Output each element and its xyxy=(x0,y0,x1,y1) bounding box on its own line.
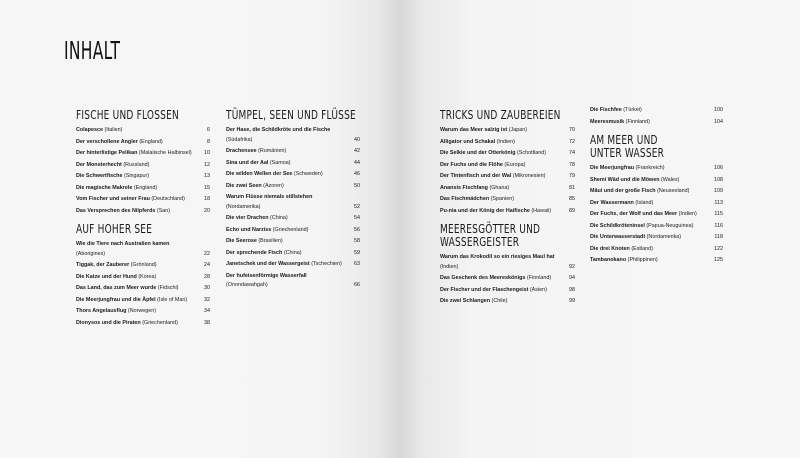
story-title: Sina und der Aal xyxy=(226,159,269,166)
toc-entry xyxy=(440,161,575,171)
story-origin: (China) xyxy=(283,249,302,256)
story-title: Das Geschenk des Meereskönigs xyxy=(440,275,526,281)
entry-text xyxy=(440,274,555,284)
toc-entry xyxy=(590,210,723,220)
toc-entry xyxy=(76,138,210,148)
toc-entry xyxy=(226,182,360,192)
toc-entry xyxy=(590,187,723,197)
story-origin: (China) xyxy=(270,215,288,221)
toc-section xyxy=(590,133,723,266)
page-number: 115 xyxy=(714,211,723,217)
story-origin: (Rumänien) xyxy=(258,148,287,154)
toc-entry xyxy=(440,195,575,205)
story-title: Die Seerose xyxy=(226,238,257,244)
story-title: Shemi Wäd und die Möwen xyxy=(590,176,660,183)
page-number: 38 xyxy=(204,319,210,326)
story-title: Tambanokano xyxy=(590,257,627,263)
entry-text xyxy=(590,106,646,116)
toc-entry xyxy=(226,260,360,270)
page-number: 70 xyxy=(569,127,575,133)
story-title: Warum das Meer salzig ist xyxy=(440,127,508,133)
page-number: 59 xyxy=(354,249,360,256)
story-origin: (Italien) xyxy=(104,127,123,133)
story-title: Die zwei Schlangen xyxy=(440,298,491,304)
page-number: 30 xyxy=(204,285,210,291)
entry-text xyxy=(76,261,161,271)
toc-entry xyxy=(76,296,210,306)
page-number: 18 xyxy=(204,196,210,202)
story-origin: (Deutschland) xyxy=(151,196,185,202)
story-title: Die Fischfee xyxy=(590,107,622,113)
story-title: Die Unterwasserstadt xyxy=(590,234,646,240)
entry-text xyxy=(76,307,160,317)
toc-section xyxy=(440,222,575,307)
story-title: Die Schildkröteninsel xyxy=(590,222,645,229)
page-number: 20 xyxy=(204,207,210,214)
page-number: 99 xyxy=(569,298,575,304)
story-title: Das Land, das zum Meer wurde xyxy=(76,285,157,291)
section-heading: TRICKS UND ZAUBEREIEN xyxy=(440,107,561,122)
toc-entry xyxy=(590,164,723,174)
entry-text xyxy=(226,159,295,169)
page-number: 50 xyxy=(354,182,360,189)
page-number: 109 xyxy=(714,188,723,194)
story-origin: (Isle of Man) xyxy=(157,296,188,303)
story-title: Meeresmusik xyxy=(590,118,625,125)
story-origin: (England) xyxy=(133,184,158,191)
toc-section xyxy=(440,108,575,216)
page-number: 13 xyxy=(204,173,210,179)
page-number: 122 xyxy=(714,245,723,252)
page-number: 46 xyxy=(354,171,360,177)
section-heading-line: AM MEER UND xyxy=(590,132,658,147)
story-origin: (Finnland) xyxy=(625,118,650,125)
story-title: Die wilden Wellen der See xyxy=(226,171,293,177)
story-origin: (Brasilien) xyxy=(258,238,283,244)
story-title: Alligator und Schakal xyxy=(440,138,496,145)
toc-entry xyxy=(226,237,360,247)
story-title: Der Tintenfisch und der Wal xyxy=(440,173,512,179)
toc-entry xyxy=(76,195,210,205)
entry-text xyxy=(590,245,657,255)
page-number: 78 xyxy=(569,161,575,168)
story-title: Dionysos und die Piraten xyxy=(76,319,141,326)
story-origin: (Nordamerika) xyxy=(646,234,682,240)
story-title: Die Schwertfische xyxy=(76,173,123,179)
story-title: Der Fuchs und die Flöhe xyxy=(440,161,503,168)
story-origin: (Philippinen) xyxy=(627,257,658,263)
story-origin: (Azoren) xyxy=(263,182,284,189)
story-title: Colapesce xyxy=(76,127,103,133)
toc-entry xyxy=(590,233,723,243)
story-origin: (Asien) xyxy=(529,286,547,293)
story-title: Die Meerjungfrau und die Äpfel xyxy=(76,296,156,303)
entry-text xyxy=(226,237,287,247)
story-origin: (Griechenland) xyxy=(142,319,178,326)
entry-text xyxy=(76,126,126,136)
section-heading: FISCHE UND FLOSSEN xyxy=(76,107,179,122)
story-origin: (Malaiische Halbinsel) xyxy=(138,150,192,156)
page-number: 22 xyxy=(204,250,210,257)
entry-text xyxy=(76,273,160,283)
story-origin: (Indien) xyxy=(440,263,459,270)
page-number: 100 xyxy=(714,107,723,113)
entry-text xyxy=(76,161,153,171)
story-origin: (Papua-Neuguinea) xyxy=(646,222,694,229)
toc-entry xyxy=(76,261,210,271)
entry-text xyxy=(76,172,153,182)
entry-text xyxy=(226,226,312,236)
page-number: 63 xyxy=(354,261,360,267)
story-origin: (Chile) xyxy=(491,298,508,304)
page-number: 12 xyxy=(204,161,210,168)
section-heading-line: MEERESGÖTTER UND xyxy=(440,221,541,236)
story-origin: (Griechenland) xyxy=(272,226,309,233)
page-number: 113 xyxy=(714,199,723,206)
toc-entry xyxy=(440,253,575,272)
toc-entry xyxy=(226,193,360,212)
story-origin: (Ghana) xyxy=(489,184,510,191)
entry-text xyxy=(76,319,182,329)
toc-entry xyxy=(226,214,360,224)
page-number: 79 xyxy=(569,173,575,179)
entry-text xyxy=(440,253,565,272)
page-number: 34 xyxy=(204,308,210,314)
toc-entry xyxy=(440,297,575,307)
entry-text xyxy=(440,207,555,217)
entry-text xyxy=(76,240,200,259)
toc-entry xyxy=(76,161,210,171)
toc-column-3 xyxy=(440,108,575,309)
story-title: Die drei Knoten xyxy=(590,245,630,252)
page-number: 42 xyxy=(354,148,360,154)
page-number: 52 xyxy=(354,203,360,210)
toc-entry xyxy=(440,207,575,217)
story-origin: (Fidschi) xyxy=(157,285,179,291)
entry-text xyxy=(226,272,350,291)
story-origin: (Norwegen) xyxy=(127,308,157,314)
toc-entry xyxy=(440,274,575,284)
toc-entry xyxy=(76,240,210,259)
entry-text xyxy=(76,184,161,194)
story-title: Der sprechende Fisch xyxy=(226,249,283,256)
story-origin: (Aborigines) xyxy=(76,250,106,257)
page-number: 32 xyxy=(204,296,210,303)
story-origin: (Wales) xyxy=(660,176,680,183)
toc-column-1 xyxy=(76,108,210,330)
story-origin: (Frankreich) xyxy=(635,165,665,171)
story-origin: (Indien) xyxy=(496,138,515,145)
section-heading xyxy=(440,221,541,249)
entry-text xyxy=(440,184,513,194)
story-origin: (Estland) xyxy=(631,245,653,252)
story-origin: (Schweden) xyxy=(293,171,323,177)
entry-text xyxy=(226,214,292,224)
story-origin: (Japan) xyxy=(508,127,527,133)
story-title: Anansis Fischfang xyxy=(440,184,488,191)
toc-entry xyxy=(226,226,360,236)
toc-entry xyxy=(590,245,723,255)
page-number: 94 xyxy=(569,275,575,281)
story-title: Pu-nia und der König der Haifische xyxy=(440,207,530,214)
section-heading-line: UNTER WASSER xyxy=(590,145,665,160)
story-origin: (Indien) xyxy=(678,211,697,217)
toc-entry xyxy=(76,207,210,217)
entry-text xyxy=(590,256,662,266)
entry-text xyxy=(226,147,290,157)
entry-text xyxy=(76,296,191,306)
toc-entry xyxy=(76,172,210,182)
story-origin: (San) xyxy=(156,207,171,214)
story-title: Der Wassermann xyxy=(590,199,634,206)
section-heading xyxy=(590,133,686,159)
page-number: 24 xyxy=(204,262,210,268)
story-title: Die Katze und der Hund xyxy=(76,273,137,280)
toc-entry xyxy=(440,172,575,182)
story-title: Das Fischmädchen xyxy=(440,196,490,202)
page-number: 89 xyxy=(569,207,575,214)
page-number: 92 xyxy=(569,263,575,270)
toc-entry xyxy=(226,249,360,259)
entry-text xyxy=(76,138,167,148)
entry-text xyxy=(440,149,550,159)
page-number: 15 xyxy=(204,184,210,191)
page-number: 98 xyxy=(569,286,575,293)
toc-entry xyxy=(226,272,360,291)
page-number: 118 xyxy=(714,234,723,240)
entry-text xyxy=(226,260,346,270)
entry-text xyxy=(226,193,350,212)
story-title: Thors Angelausflug xyxy=(76,308,127,314)
toc-section xyxy=(76,108,210,216)
story-title: Der Hase, die Schildkröte und die Fische xyxy=(226,127,331,133)
entry-text xyxy=(590,199,657,209)
toc-entry xyxy=(590,199,723,209)
entry-text xyxy=(590,164,669,174)
entry-text xyxy=(590,176,683,186)
entry-text xyxy=(440,286,551,296)
story-origin: (Korea) xyxy=(138,273,157,280)
entry-text xyxy=(226,126,350,145)
page-number: 6 xyxy=(207,127,210,133)
story-title: Māui und der große Fisch xyxy=(590,188,656,194)
entry-text xyxy=(226,182,288,192)
toc-entry xyxy=(226,126,360,145)
page-number: 54 xyxy=(354,215,360,221)
story-origin: (Grönland) xyxy=(130,262,157,268)
entry-text xyxy=(76,207,174,217)
page-number: 66 xyxy=(354,282,360,288)
story-title: Die Meerjungfrau xyxy=(590,165,635,171)
story-title: Janetschek und der Wassergeist xyxy=(226,261,310,267)
story-title: Der verschollene Angler xyxy=(76,138,138,145)
story-title: Das Versprechen des Nilpferds xyxy=(76,207,156,214)
page-number: 74 xyxy=(569,150,575,156)
page-number: 85 xyxy=(569,196,575,202)
story-title: Vom Fischer und seiner Frau xyxy=(76,196,150,202)
toc-entry xyxy=(226,170,360,180)
story-origin: (Island) xyxy=(635,199,654,206)
page-number: 56 xyxy=(354,226,360,233)
toc-entry xyxy=(76,273,210,283)
story-title: Warum Flüsse niemals stillstehen xyxy=(226,194,313,200)
story-title: Echo und Narziss xyxy=(226,226,272,233)
entry-text xyxy=(590,233,685,243)
entry-text xyxy=(440,161,529,171)
story-origin: (Onondawahgah) xyxy=(226,282,268,288)
entry-text xyxy=(440,138,519,148)
story-title: Die Selkie und der Otterkönig xyxy=(440,150,516,156)
toc-entry xyxy=(76,284,210,294)
page-number: 125 xyxy=(714,257,723,263)
story-origin: (Neuseeland) xyxy=(657,188,690,194)
toc-entry xyxy=(226,147,360,157)
entry-text xyxy=(76,195,189,205)
story-origin: (Samoa) xyxy=(269,159,291,166)
page-number: 108 xyxy=(714,176,723,183)
entry-text xyxy=(226,170,327,180)
page-number: 58 xyxy=(354,238,360,244)
page-number: 104 xyxy=(714,118,723,125)
story-origin: (Türkei) xyxy=(623,107,642,113)
toc-entry xyxy=(440,286,575,296)
entry-text xyxy=(440,172,549,182)
story-origin: (Europa) xyxy=(504,161,526,168)
page-number: 44 xyxy=(354,159,360,166)
toc-entry xyxy=(590,118,723,128)
page-number: 28 xyxy=(204,273,210,280)
toc-section xyxy=(590,106,723,127)
page-title: INHALT xyxy=(64,36,121,65)
toc-entry xyxy=(76,149,210,159)
page-number: 40 xyxy=(354,136,360,143)
entry-text xyxy=(590,210,701,220)
toc-entry xyxy=(76,184,210,194)
toc-entry xyxy=(226,159,360,169)
entry-text xyxy=(226,249,306,259)
story-title: Die vier Drachen xyxy=(226,215,269,221)
page-number: 72 xyxy=(569,138,575,145)
toc-entry xyxy=(440,184,575,194)
story-title: Der Fischer und der Flaschengeist xyxy=(440,286,529,293)
toc-section xyxy=(76,222,210,328)
story-title: Warum das Krokodil so ein riesiges Maul hat xyxy=(440,254,555,260)
toc-column-4 xyxy=(590,106,723,268)
entry-text xyxy=(76,149,196,159)
page-number: 116 xyxy=(714,222,723,229)
story-title: Die magische Makrele xyxy=(76,184,133,191)
entry-text xyxy=(440,126,531,136)
story-origin: (Russland) xyxy=(123,161,150,168)
toc-entry xyxy=(590,222,723,232)
page-number: 81 xyxy=(569,184,575,191)
story-origin: (Singapur) xyxy=(123,173,150,179)
entry-text xyxy=(590,118,654,128)
toc-entry xyxy=(76,307,210,317)
page-number: 10 xyxy=(204,150,210,156)
story-title: Tiggak, der Zauberer xyxy=(76,262,130,268)
toc-section xyxy=(226,108,360,291)
entry-text xyxy=(590,222,697,232)
story-title: Wie die Tiere nach Australien kamen xyxy=(76,241,170,247)
toc-entry xyxy=(590,106,723,116)
section-heading: AUF HOHER SEE xyxy=(76,221,153,236)
toc-entry xyxy=(440,149,575,159)
section-heading: TÜMPEL, SEEN UND FLÜSSE xyxy=(226,107,356,122)
story-origin: (Spanien) xyxy=(490,196,515,202)
toc-entry xyxy=(440,126,575,136)
toc-column-2 xyxy=(226,108,360,293)
page-number: 106 xyxy=(714,165,723,171)
toc-entry xyxy=(76,126,210,136)
story-title: Der Fuchs, der Wolf und das Meer xyxy=(590,211,678,217)
toc-entry xyxy=(590,256,723,266)
entry-text xyxy=(590,187,693,197)
toc-entry xyxy=(76,319,210,329)
story-origin: (England) xyxy=(139,138,163,145)
story-origin: (Mikronesien) xyxy=(512,173,546,179)
story-title: Der hufeisenförmige Wasserfall xyxy=(226,272,307,279)
toc-entry xyxy=(590,176,723,186)
story-origin: (Nordamerika) xyxy=(226,203,261,210)
story-origin: (Finnland) xyxy=(526,275,552,281)
story-origin: (Tschechien) xyxy=(311,261,342,267)
story-origin: (Hawaii) xyxy=(531,207,552,214)
story-title: Die zwei Seen xyxy=(226,182,262,189)
story-origin: (Schottland) xyxy=(517,150,547,156)
story-title: Der Monsterhecht xyxy=(76,161,122,168)
story-title: Der hinterlistige Pelikan xyxy=(76,150,138,156)
entry-text xyxy=(440,195,518,205)
section-heading-line: WASSERGEISTER xyxy=(440,234,520,249)
story-title: Drachensee xyxy=(226,148,257,154)
page-number: 8 xyxy=(207,138,210,145)
entry-text xyxy=(76,284,182,294)
entry-text xyxy=(440,297,511,307)
story-origin: (Südafrika) xyxy=(226,136,253,143)
toc-entry xyxy=(440,138,575,148)
